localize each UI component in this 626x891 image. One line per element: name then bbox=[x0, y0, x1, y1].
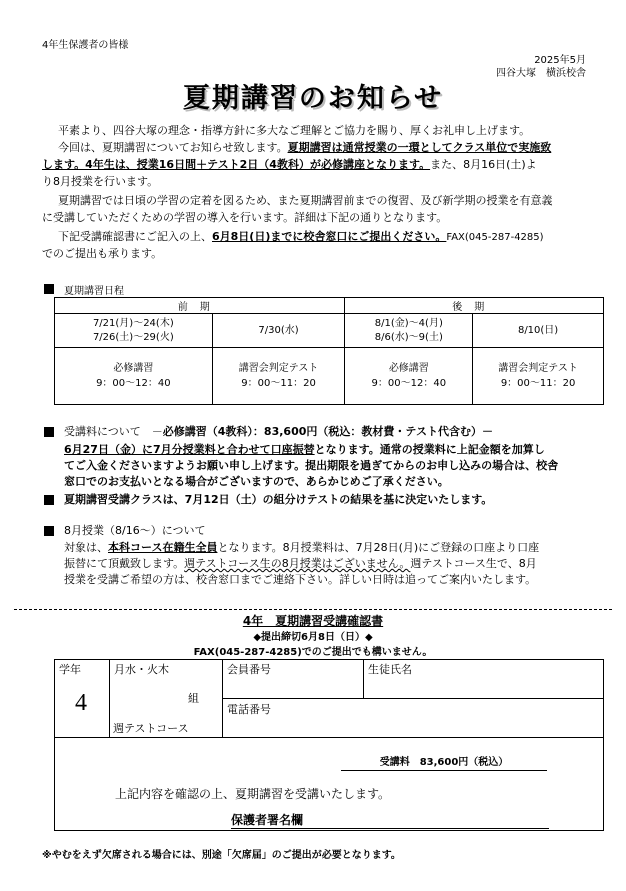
issue-date: 2025年5月 bbox=[534, 55, 586, 66]
intro-line-5: 夏期講習では日頃の学習の定着を図るため、また夏期講習前までの復習、及び新学期の授業を有意義 bbox=[58, 194, 553, 207]
fee-amount: 受講料 83,600円（税込） bbox=[341, 755, 547, 771]
august-line-3: 授業を受講ご希望の方は、校舎窓口までご連絡下さい。詳しい日時は追ってご案内いたします。 bbox=[64, 573, 537, 586]
class-note: 夏期講習受講クラスは、7月12日（土）の組分けテストの結果を基に決定いたします。 bbox=[64, 493, 493, 506]
footnote: ※やむをえず欠席される場合には、別途「欠席届」のご提出が必要となります。 bbox=[42, 850, 401, 861]
phone-label: 電話番号 bbox=[227, 703, 271, 716]
class-cell bbox=[110, 660, 223, 738]
date-cell: 8/10(日) bbox=[473, 314, 604, 348]
fee-line-2: 6月27日（金）に7月分授業料と合わせて口座振替となります。通常の授業料に上記金額を加算し bbox=[64, 443, 545, 456]
addressee: 4年生保護者の皆様 bbox=[42, 40, 129, 51]
grade-value: 4 bbox=[75, 690, 87, 716]
form-deadline: ◆提出締切6月8日（日）◆ bbox=[253, 632, 373, 643]
form-fax-note: FAX(045-287-4285)でのご提出でも構いません。 bbox=[193, 647, 433, 658]
august-line-2: 振替にて頂戴致します。週テストコース生の8月授業はございません。週テストコース生で、8月 bbox=[64, 557, 537, 570]
grade-cell bbox=[55, 660, 110, 738]
grade-label: 学年 bbox=[59, 663, 81, 676]
phone-field[interactable] bbox=[223, 699, 603, 738]
intro-line-8: でのご提出も承ります。 bbox=[42, 247, 163, 260]
intro-line-2: 今回は、夏期講習についてお知らせ致します。夏期講習は通常授業の一環としてクラス単位で実施致 bbox=[58, 141, 552, 154]
session-cell: 講習会判定テスト 9：00～11：20 bbox=[473, 348, 604, 405]
session-cell: 講習会判定テスト 9：00～11：20 bbox=[212, 348, 345, 405]
cut-line bbox=[14, 609, 612, 610]
august-heading: 8月授業（8/16～）について bbox=[64, 524, 206, 537]
fee-line-4: 窓口でのお支払いとなる場合がございますので、あらかじめご了承ください。 bbox=[64, 475, 449, 488]
schedule-table bbox=[54, 297, 604, 405]
first-term-header: 前期 bbox=[55, 298, 345, 314]
bullet-icon bbox=[44, 526, 54, 536]
member-no-field[interactable] bbox=[223, 660, 364, 699]
session-cell: 必修講習 9：00～12：40 bbox=[55, 348, 213, 405]
student-name-field[interactable] bbox=[364, 660, 603, 699]
second-term-header: 後期 bbox=[345, 298, 604, 314]
class-kumi: 組 bbox=[188, 692, 199, 705]
fee-heading: 受講料について －必修講習（4教科）：83,600円（税込：教材費・テスト代含む）－ bbox=[64, 425, 493, 438]
class-days: 月水・火木 bbox=[114, 663, 169, 676]
date-cell: 7/21(月)～24(木) 7/26(土)～29(火) bbox=[55, 314, 213, 348]
bullet-icon bbox=[44, 495, 54, 505]
bullet-icon bbox=[44, 284, 54, 294]
date-cell: 7/30(水) bbox=[212, 314, 345, 348]
date-cell: 8/1(金)～4(月) 8/6(水)～9(土) bbox=[345, 314, 473, 348]
intro-line-7: 下記受講確認書にご記入の上、6月8日(日)までに校舎窓口にご提出ください。FAX(045-287-4285) bbox=[58, 230, 544, 243]
fee-line-3: てご入金くださいますようお願い申し上げます。提出期限を過ぎてからのお申し込みの場合は、校舎 bbox=[64, 459, 559, 472]
august-line-1: 対象は、本科コース在籍生全員となります。8月授業料は、7月28日(月)にご登録の口座より口座 bbox=[64, 541, 540, 554]
confirm-statement: 上記内容を確認の上、夏期講習を受講いたします。 bbox=[115, 787, 391, 801]
class-course: 週テストコース bbox=[113, 722, 189, 735]
bullet-icon bbox=[44, 427, 54, 437]
session-cell: 必修講習 9：00～12：40 bbox=[345, 348, 473, 405]
member-no-label: 会員番号 bbox=[227, 663, 271, 676]
intro-line-4: り8月授業を行います。 bbox=[42, 175, 159, 188]
student-name-label: 生徒氏名 bbox=[368, 663, 412, 676]
intro-line-6: に受講していただくための学習の導入を行います。詳細は下記の通りとなります。 bbox=[42, 211, 448, 224]
sender: 四谷大塚 横浜校舎 bbox=[496, 68, 586, 79]
signature-label: 保護者署名欄 bbox=[231, 813, 304, 827]
page-title: 夏期講習のお知らせ bbox=[182, 83, 444, 114]
intro-line-3: します。4年生は、授業16日間＋テスト2日（4教科）が必修講座となります。また、8月16日(土)よ bbox=[42, 158, 537, 171]
form-title: 4年 夏期講習受講確認書 bbox=[242, 614, 384, 628]
schedule-heading: 夏期講習日程 bbox=[64, 286, 124, 297]
confirmation-form bbox=[54, 659, 604, 831]
signature-field[interactable] bbox=[231, 812, 549, 829]
intro-line-1: 平素より、四谷大塚の理念・指導方針に多大なご理解とご協力を賜り、厚くお礼申し上げます。 bbox=[58, 124, 531, 137]
